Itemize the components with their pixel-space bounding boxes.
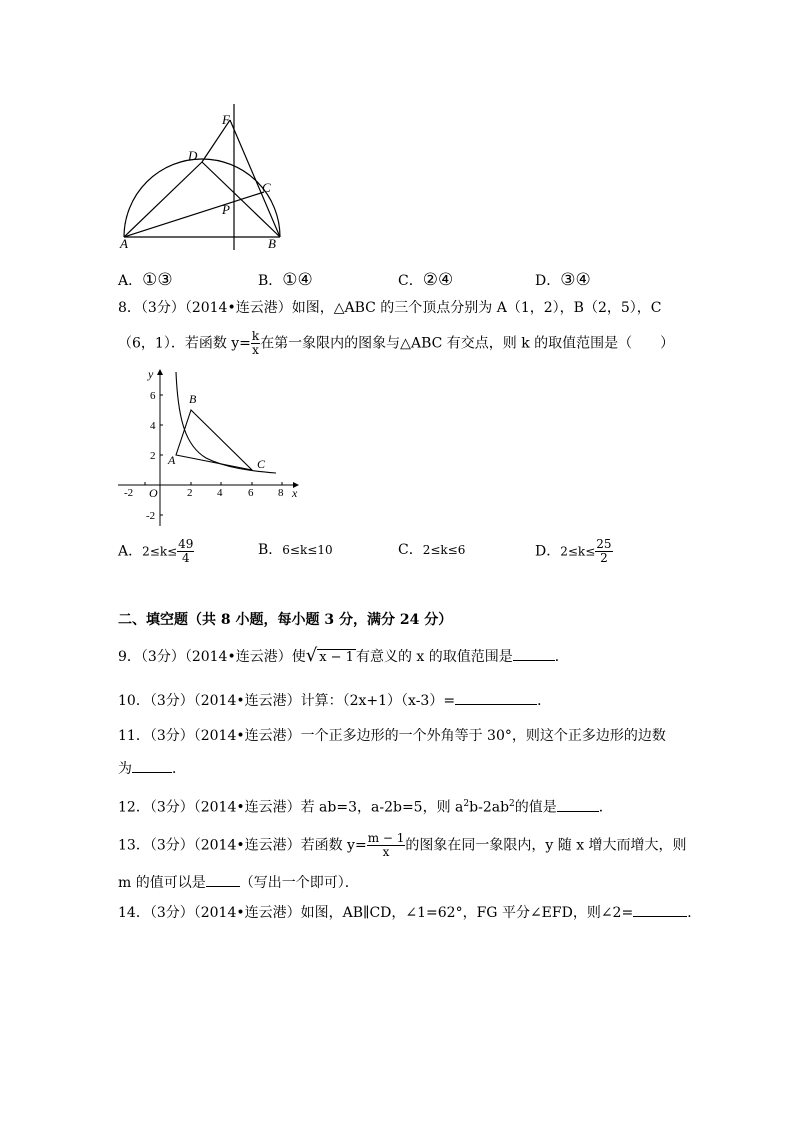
q13-fraction: [367, 832, 406, 859]
x-axis-label: x: [292, 486, 298, 500]
q11-line-1: 11．（3分）（2014•连云港）一个正多边形的一个外角等于 30°，则这个正多边形的边数: [118, 728, 666, 744]
option-letter: A．: [118, 273, 143, 289]
q8-line-2: [118, 330, 674, 357]
q10-answer-blank[interactable]: [455, 690, 537, 705]
fraction-numerator: m − 1: [367, 831, 405, 845]
q13-text-line2-pre: m 的值可以是: [118, 875, 206, 891]
q9-sqrt: [306, 646, 356, 668]
q11-end: ．: [172, 761, 186, 777]
question-7-figure: [112, 100, 292, 250]
option-letter: D．: [535, 543, 561, 560]
option-letter: A．: [118, 543, 143, 560]
label-a: A: [120, 236, 128, 250]
point-c-label: C: [257, 457, 266, 471]
q9-end: ．: [554, 649, 569, 665]
q10-text-pre: 10．（3分）（2014•连云港）计算：（2x+1）（x-3）=: [118, 693, 456, 709]
option-prefix: 2≤k≤: [142, 544, 178, 559]
q13-text-line2-post: （写出一个即可）．: [239, 875, 359, 891]
origin-label: O: [149, 486, 158, 500]
option-letter: B．: [258, 273, 283, 289]
q8-option-b[interactable]: [258, 540, 333, 560]
q8-option-c[interactable]: [398, 540, 465, 560]
q14-end: ．: [687, 905, 702, 921]
label-p: P: [222, 202, 230, 217]
option-letter: B．: [258, 542, 283, 558]
label-d: D: [188, 148, 198, 163]
option-value: ①④: [282, 270, 313, 290]
fraction-denominator: x: [252, 343, 259, 357]
q14-answer-blank[interactable]: [633, 902, 687, 917]
y-axis-label: y: [148, 367, 154, 381]
q10-end: ．: [537, 693, 552, 709]
option-fraction: [595, 538, 612, 565]
q8-fraction: [251, 330, 260, 357]
q9-line: [118, 646, 569, 668]
q13-line-1: [118, 832, 687, 859]
q12-line: [118, 794, 613, 818]
option-value: ②④: [422, 270, 454, 290]
q14-text-pre: 14．（3分）（2014•连云港）如图，AB∥CD，∠1=62°，FG 平分∠EFD，则∠2=: [118, 905, 634, 921]
fraction-denominator: x: [382, 845, 390, 859]
q11-text-pre: 为: [118, 761, 132, 777]
q7-option-b[interactable]: [258, 270, 313, 291]
q11-line-2: [118, 758, 186, 779]
q13-text-post: 的图象在同一象限内，y 随 x 增大而增大，则: [405, 837, 687, 854]
q13-text-pre: 13．（3分）（2014•连云港）若函数 y=: [118, 837, 367, 854]
chord-ad: [124, 162, 202, 237]
q8-text-b: 在第一象限内的图象与△ABC 有交点，则 k 的取值范围是（ ）: [260, 335, 675, 352]
x-tick-neg2: -2: [124, 487, 134, 499]
fraction-numerator: 25: [596, 537, 612, 551]
x-tick-8: 8: [278, 487, 284, 499]
q7-option-a[interactable]: [118, 270, 173, 291]
q14-line: [118, 902, 701, 923]
q12-text-post: 的值是: [514, 799, 557, 816]
fraction-numerator: 49: [178, 537, 194, 551]
option-value: 6≤k≤10: [282, 543, 333, 557]
option-letter: C．: [398, 542, 423, 558]
q10-line: [118, 690, 551, 711]
y-tick-6: 6: [150, 390, 156, 402]
q11-answer-blank[interactable]: [132, 758, 172, 773]
section-2-title: 二、填空题（共 8 小题，每小题 3 分，满分 24 分）: [118, 612, 453, 628]
q9-text-pre: 9．（3分）（2014•连云港）使: [118, 649, 306, 665]
q13-line-2: [118, 872, 359, 893]
option-value: ①③: [142, 270, 173, 290]
point-a-label: A: [168, 453, 176, 467]
semicircle: [124, 159, 280, 237]
option-fraction: [177, 538, 194, 565]
sqrt-radicand: x − 1: [319, 650, 354, 665]
q12-text-mid: b-2ab: [469, 799, 510, 816]
q12-exponent-2: 2: [509, 799, 515, 809]
label-c: C: [262, 180, 271, 195]
option-value: 2≤k≤6: [422, 543, 466, 557]
option-letter: C．: [398, 273, 423, 289]
q9-text-post: 有意义的 x 的取值范围是: [355, 649, 513, 665]
option-letter: D．: [535, 273, 561, 289]
fraction-denominator: 2: [600, 551, 608, 565]
option-prefix: 2≤k≤: [560, 544, 596, 559]
fraction-numerator: k: [251, 329, 260, 343]
label-f: F: [222, 112, 230, 127]
q13-answer-blank[interactable]: [206, 872, 240, 887]
q7-option-d[interactable]: [535, 270, 591, 291]
x-tick-6: 6: [248, 487, 254, 499]
q9-answer-blank[interactable]: [513, 646, 555, 661]
q12-answer-blank[interactable]: [557, 797, 599, 812]
label-b: B: [268, 236, 276, 250]
y-tick-neg2: -2: [146, 510, 156, 522]
q8-text-a: （6，1）．若函数 y=: [118, 335, 251, 352]
option-value: ③④: [560, 270, 591, 290]
sqrt-sign: √: [305, 645, 318, 666]
q12-end: ．: [598, 799, 613, 816]
q7-option-c[interactable]: [398, 270, 453, 291]
q8-option-d[interactable]: [535, 538, 613, 565]
q8-line-1: 8．（3分）（2014•连云港）如图，△ABC 的三个顶点分别为 A（1，2），B（2，5），C: [118, 300, 662, 316]
q12-exponent-1: 2: [463, 799, 470, 809]
x-tick-2: 2: [187, 487, 193, 499]
x-tick-4: 4: [217, 487, 223, 499]
segment-fb: [230, 120, 280, 237]
y-tick-2: 2: [150, 450, 156, 462]
point-b-label: B: [189, 392, 197, 406]
y-tick-4: 4: [150, 420, 156, 432]
q8-option-a[interactable]: [118, 538, 194, 565]
question-8-graph: [116, 366, 306, 528]
q12-text-pre: 12．（3分）（2014•连云港）若 ab=3，a-2b=5，则 a: [118, 799, 464, 816]
fraction-denominator: 4: [181, 551, 190, 565]
chord-ac: [124, 192, 264, 237]
